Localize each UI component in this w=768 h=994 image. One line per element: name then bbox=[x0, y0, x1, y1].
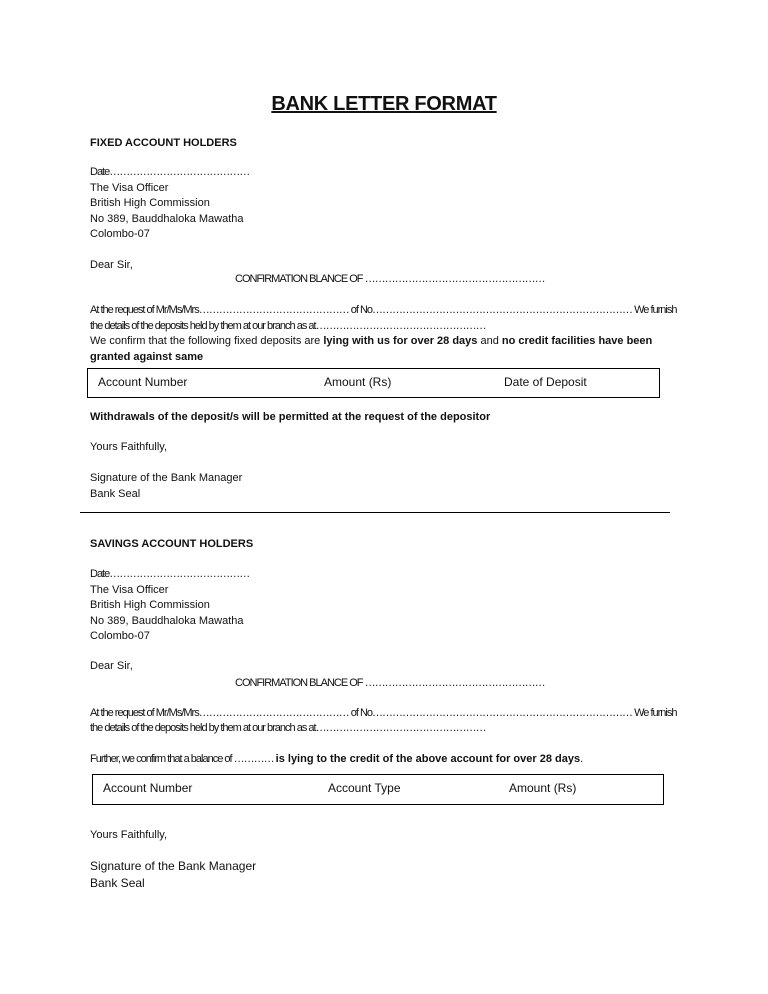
savings-further-line bbox=[90, 752, 583, 767]
savings-seal-label: Bank Seal bbox=[90, 876, 145, 890]
fixed-address-line: No 389, Bauddhaloka Mawatha bbox=[90, 212, 244, 225]
fixed-signature-block bbox=[90, 471, 242, 502]
savings-address-line: British High Commission bbox=[90, 599, 210, 611]
fixed-confirm-bold-2: no credit facilities have been bbox=[501, 335, 653, 347]
savings-address-line: The Visa Officer bbox=[90, 583, 169, 596]
savings-address-line: No 389, Bauddhaloka Mawatha bbox=[90, 614, 244, 627]
page-title: BANK LETTER FORMAT bbox=[271, 93, 497, 115]
fixed-address-line: The Visa Officer bbox=[90, 181, 169, 194]
fixed-request-line-1: At the request of Mr/Ms/Mrs……………………………………… of No…………………………………………………………………… We furnish bbox=[90, 304, 677, 316]
savings-salutation: Dear Sir, bbox=[90, 660, 133, 672]
savings-request-line-2: the details of the deposits held by them at our branch as at…………………………………………… bbox=[90, 722, 486, 734]
table-header-account-number: Account Number bbox=[98, 375, 188, 389]
savings-account-table bbox=[92, 774, 664, 805]
savings-section-heading: SAVINGS ACCOUNT HOLDERS bbox=[90, 538, 254, 550]
fixed-deposit-table bbox=[87, 368, 660, 398]
savings-further-text: Further, we confirm that a balance of ………… bbox=[90, 753, 276, 765]
fixed-confirmation-line: CONFIRMATION BLANCE OF ……………………………………………… bbox=[235, 273, 545, 285]
savings-address-line: Colombo-07 bbox=[90, 630, 150, 642]
table-header-date-of-deposit: Date of Deposit bbox=[504, 375, 587, 389]
table-header-account-type: Account Type bbox=[328, 781, 401, 795]
fixed-closing: Yours Faithfully, bbox=[90, 441, 168, 453]
savings-signature-block bbox=[90, 858, 256, 892]
fixed-address-line: Colombo-07 bbox=[90, 228, 150, 240]
fixed-confirm-text-2: and bbox=[477, 335, 502, 347]
savings-further-end: . bbox=[580, 753, 584, 765]
fixed-confirm-bold: lying with us for over 28 days bbox=[323, 335, 478, 347]
fixed-address-block bbox=[90, 165, 249, 243]
savings-further-bold: is lying to the credit of the above account for over 28 days bbox=[275, 753, 581, 765]
fixed-date-line: Date…………………………………… bbox=[90, 166, 250, 178]
savings-closing: Yours Faithfully, bbox=[90, 829, 168, 841]
table-header-amount: Amount (Rs) bbox=[509, 781, 577, 795]
fixed-seal-label: Bank Seal bbox=[90, 487, 141, 500]
fixed-address-line: British High Commission bbox=[90, 197, 210, 209]
fixed-request-line-2: the details of the deposits held by them at our branch as at…………………………………………… bbox=[90, 320, 486, 332]
table-header-amount: Amount (Rs) bbox=[324, 375, 392, 389]
savings-date-line: Date…………………………………… bbox=[90, 568, 250, 580]
savings-address-block bbox=[90, 567, 249, 645]
savings-request-line-1: At the request of Mr/Ms/Mrs……………………………………… of No…………………………………………………………………… We furnish bbox=[90, 707, 677, 719]
fixed-section-heading: FIXED ACCOUNT HOLDERS bbox=[90, 137, 237, 149]
table-header-account-number: Account Number bbox=[103, 781, 193, 795]
fixed-withdrawal-note: Withdrawals of the deposit/s will be permitted at the request of the depositor bbox=[90, 411, 491, 423]
savings-signature-label: Signature of the Bank Manager bbox=[90, 859, 257, 873]
fixed-salutation: Dear Sir, bbox=[90, 259, 133, 271]
fixed-confirm-text: We confirm that the following fixed deposits are bbox=[90, 335, 324, 347]
savings-confirmation-line: CONFIRMATION BLANCE OF ……………………………………………… bbox=[235, 677, 545, 689]
fixed-confirm-line-2: granted against same bbox=[90, 351, 204, 363]
fixed-confirm-line-1 bbox=[90, 334, 652, 349]
section-divider bbox=[80, 512, 670, 513]
fixed-signature-label: Signature of the Bank Manager bbox=[90, 472, 243, 484]
